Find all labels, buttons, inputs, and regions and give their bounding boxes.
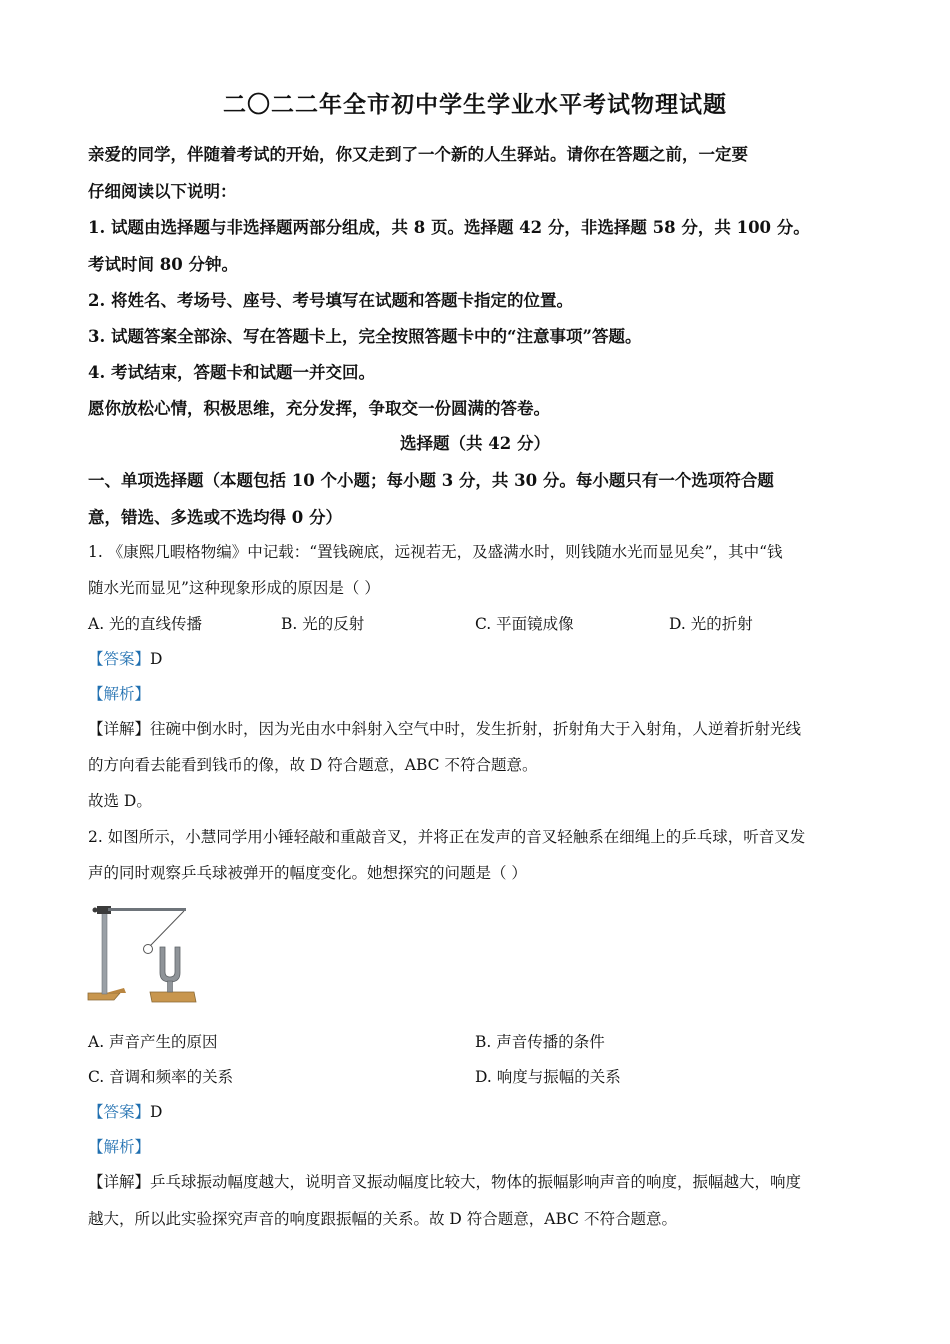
page-title: 二〇二二年全市初中学生学业水平考试物理试题 xyxy=(223,91,727,118)
q1-detail-line-1 xyxy=(88,717,888,739)
q1-analysis-line xyxy=(88,682,888,704)
detail-tag: 【详解】 xyxy=(88,720,151,738)
q2-stem-2: 声的同时观察乒乓球被弹开的幅度变化。她想探究的问题是（ ） xyxy=(88,864,527,882)
fork-base xyxy=(150,992,196,1002)
answer-value: D xyxy=(150,1103,163,1121)
rule-1a: 1. 试题由选择题与非选择题两部分组成，共 8 页。选择题 42 分，非选择题 58 分，共 100 分。 xyxy=(88,218,810,237)
section-heading: 选择题（共 42 分） xyxy=(400,434,550,453)
string xyxy=(150,911,184,946)
q1-option-b: B. 光的反射 xyxy=(281,615,365,633)
q2-option-a: A. 声音产生的原因 xyxy=(88,1033,218,1051)
fork-stem xyxy=(168,981,173,992)
tuning-fork xyxy=(160,947,180,982)
analysis-tag: 【解析】 xyxy=(88,685,151,703)
q1-stem-2: 随水光而显见”这种现象形成的原因是（ ） xyxy=(88,579,380,597)
q1-option-c: C. 平面镜成像 xyxy=(475,615,574,633)
q1-choose-line: 故选 D。 xyxy=(88,792,152,810)
q2-stem-1: 2. 如图所示，小慧同学用小锤轻敲和重敲音叉，并将正在发声的音叉轻触系在细绳上的乒乓球，听音叉发 xyxy=(88,828,806,846)
intro-line-1: 亲爱的同学，伴随着考试的开始，你又走到了一个新的人生驿站。请你在答题之前，一定要 xyxy=(88,145,748,164)
ping-pong-ball xyxy=(144,945,153,954)
answer-value: D xyxy=(150,650,163,668)
q1-detail-line-2: 的方向看去能看到钱币的像，故 D 符合题意，ABC 不符合题意。 xyxy=(88,756,538,774)
q2-detail-line-2: 越大，所以此实验探究声音的响度跟振幅的关系。故 D 符合题意，ABC 不符合题意。 xyxy=(88,1210,677,1228)
q1-answer-line xyxy=(88,647,888,669)
q1-option-d: D. 光的折射 xyxy=(669,615,753,633)
part1-line-a: 一、单项选择题（本题包括 10 个小题；每小题 3 分，共 30 分。每小题只有一个选项符合题 xyxy=(88,471,774,490)
part1-line-b: 意，错选、多选或不选均得 0 分） xyxy=(88,508,342,527)
q2-answer-line xyxy=(88,1100,888,1122)
tuning-fork-figure xyxy=(84,896,204,1008)
intro-line-2: 仔细阅读以下说明： xyxy=(88,182,237,201)
rule-4: 4. 考试结束，答题卡和试题一并交回。 xyxy=(88,363,375,382)
detail-tag: 【详解】 xyxy=(88,1173,151,1191)
rule-2: 2. 将姓名、考场号、座号、考号填写在试题和答题卡指定的位置。 xyxy=(88,291,573,310)
stand-rod xyxy=(102,910,107,994)
q2-analysis-line xyxy=(88,1135,888,1157)
analysis-tag: 【解析】 xyxy=(88,1138,151,1156)
rule-3: 3. 试题答案全部涂、写在答题卡上，完全按照答题卡中的“注意事项”答题。 xyxy=(88,327,642,346)
rule-1b: 考试时间 80 分钟。 xyxy=(88,255,238,274)
q1-stem-1: 1. 《康熙几暇格物编》中记载：“置钱碗底，远视若无，及盛满水时，则钱随水光而显见矣”，其中“钱 xyxy=(88,543,783,561)
q2-detail-line-1 xyxy=(88,1170,888,1192)
detail-text: 往碗中倒水时，因为光由水中斜射入空气中时，发生折射，折射角大于入射角，人逆着折射光线 xyxy=(150,720,802,738)
q2-option-d: D. 响度与振幅的关系 xyxy=(475,1068,621,1086)
q2-option-b: B. 声音传播的条件 xyxy=(475,1033,605,1051)
stand-base-rear xyxy=(106,988,126,993)
clamp-screw xyxy=(93,908,98,913)
answer-tag: 【答案】 xyxy=(88,1103,151,1121)
q2-option-c: C. 音调和频率的关系 xyxy=(88,1068,234,1086)
q1-option-a: A. 光的直线传播 xyxy=(88,615,203,633)
detail-text: 乒乓球振动幅度越大，说明音叉振动幅度比较大，物体的振幅影响声音的响度，振幅越大，响度 xyxy=(150,1173,802,1191)
stand-arm xyxy=(108,908,186,911)
wish-line: 愿你放松心情，积极思维，充分发挥，争取交一份圆满的答卷。 xyxy=(88,399,550,418)
answer-tag: 【答案】 xyxy=(88,650,151,668)
